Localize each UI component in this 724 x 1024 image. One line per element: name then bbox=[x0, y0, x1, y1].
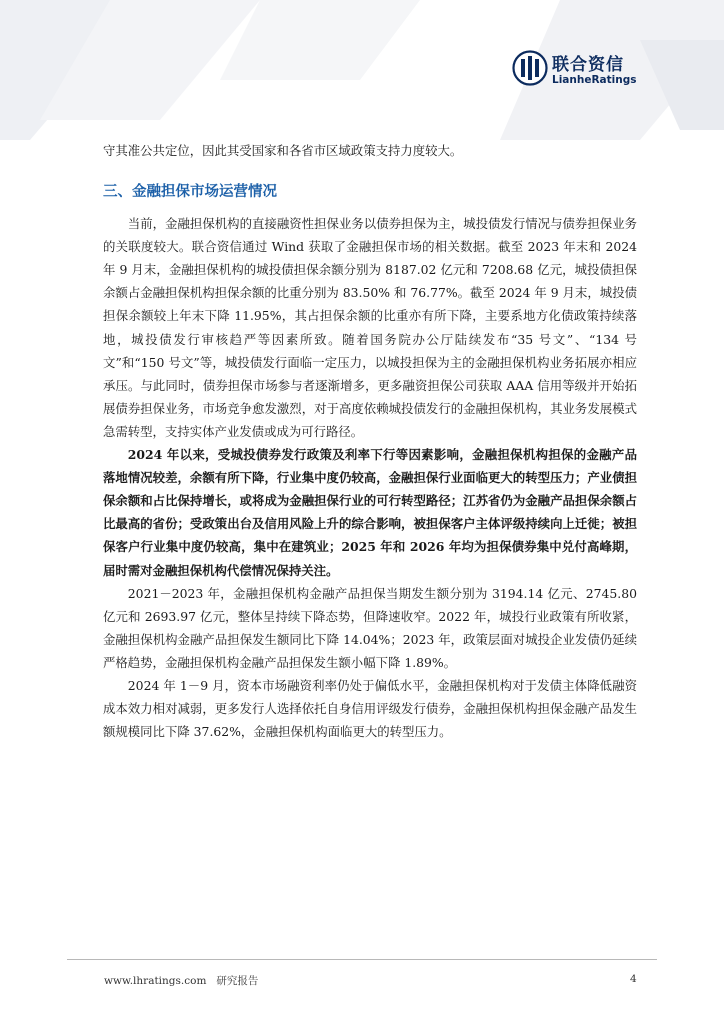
paragraph-key-findings: 2024 年以来，受城投债券发行政策及利率下行等因素影响，金融担保机构担保的金融产品落地情况较差，余额有所下降，行业集中度仍较高，金融担保行业面临更大的转型压力；产业债担保余额和占比保持增长，或将成为金融担保行业的可行转型路径；江苏省仍为金融产品担保余额占比最高的省份；受政策出台及信用风险上升的综合影响，被担保客户主体评级持续向上迁徙；被担保客户行业集中度仍较高，集中在建筑业；2025 年和 2026 年均为担保债券集中兑付高峰期，届时需对金融担保机构代偿情况保持关注。 bbox=[103, 447, 637, 578]
footer-divider bbox=[67, 959, 657, 960]
page-number: 4 bbox=[630, 973, 637, 985]
document-body bbox=[103, 139, 637, 743]
lianhe-logo-icon bbox=[512, 50, 548, 86]
logo-chinese-text: 联合资信 bbox=[552, 55, 624, 75]
paragraph-issuance-2024: 2024 年 1－9 月，资本市场融资利率仍处于偏低水平，金融担保机构对于发债主体降低融资成本效力相对减弱，更多发行人选择依托自身信用评级发行债券，金融担保机构担保金融产品发生额规模同比下降 37.62%，金融担保机构面临更大的转型压力。 bbox=[103, 677, 637, 740]
paragraph-market-overview: 当前，金融担保机构的直接融资性担保业务以债券担保为主，城投债发行情况与债券担保业务的关联度较大。联合资信通过 Wind 获取了金融担保市场的相关数据。截至 2023 年末和 2024 年 9 月末，金融担保机构的城投债担保余额分别为 8187.02 亿元和 7208.68 亿元，城投债担保余额占金融担保机构担保余额的比重分别为 83.50% 和 76.77%。截至 2024 年 9 月末，城投债担保余额较上年末下降 11.95%，其占担保余额的比重亦有所下降，主要系地方化债政策持续落地，城投债发行审核趋严等因素所致。随着国务院办公厅陆续发布“35 号文”、“134 号文”和“150 号文”等，城投债发行面临一定压力，以城投担保为主的金融担保机构业务拓展亦相应承压。与此同时，债券担保市场参与者逐渐增多，更多融资担保公司获取 AAA 信用等级并开始拓展债券担保业务，市场竞争愈发激烈，对于高度依赖城投债发行的金融担保机构，其业务发展模式急需转型，支持实体产业发债或成为可行路径。 bbox=[103, 216, 637, 439]
lianhe-logo bbox=[512, 50, 642, 92]
section-heading: 三、金融担保市场运营情况 bbox=[103, 184, 277, 201]
paragraph-continued: 守其准公共定位，因此其受国家和各省市区域政策支持力度较大。 bbox=[103, 143, 463, 158]
footer-website-link[interactable]: www.lhratings.com bbox=[104, 975, 207, 987]
footer-doc-type: 研究报告 bbox=[216, 975, 259, 987]
paragraph-issuance-2021-2023: 2021－2023 年，金融担保机构金融产品担保当期发生额分别为 3194.14 亿元、2745.80 亿元和 2693.97 亿元，整体呈持续下降态势，但降速收窄。2022 年，城投行业政策有所收紧，金融担保机构金融产品担保发生额同比下降 14.04%；2023 年，政策层面对城投企业发债仍延续严格趋势，金融担保机构金融产品担保发生额小幅下降 1.89%。 bbox=[103, 585, 637, 670]
footer-left bbox=[104, 973, 258, 988]
logo-english-text: LianheRatings bbox=[552, 74, 637, 86]
